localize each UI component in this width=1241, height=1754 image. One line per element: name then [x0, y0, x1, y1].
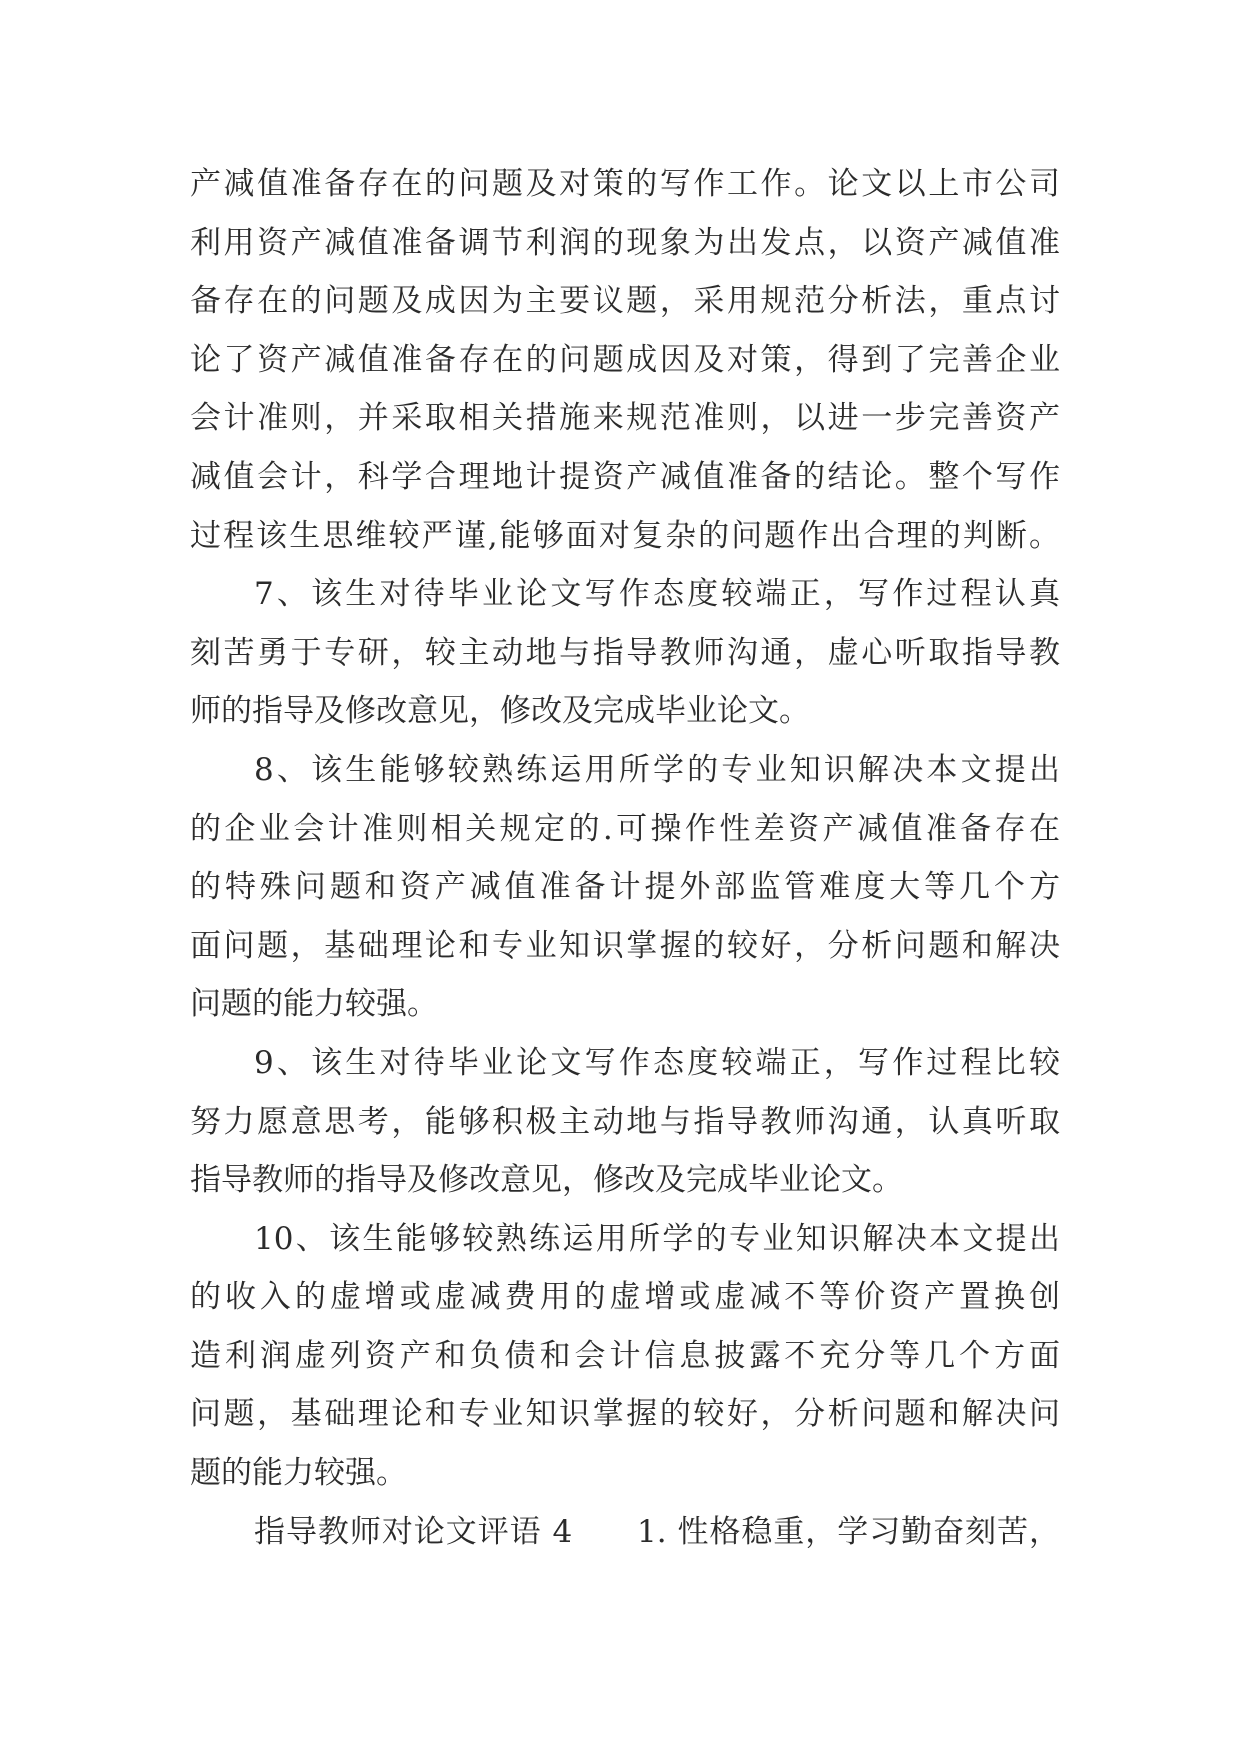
- text-line: 指导教师对论文评语 4 1. 性格稳重，学习勤奋刻苦，: [254, 1513, 1060, 1550]
- body-text: [190, 155, 1060, 1561]
- text-line: 10、该生能够较熟练运用所学的专业知识解决本文提出: [254, 1220, 1060, 1257]
- text-line: 刻苦勇于专研，较主动地与指导教师沟通，虚心听取指导教: [190, 634, 1060, 671]
- text-line: 指导教师的指导及修改意见，修改及完成毕业论文。: [190, 1162, 903, 1199]
- text-line: 的特殊问题和资产减值准备计提外部监管难度大等几个方: [190, 869, 1060, 906]
- text-line: 问题，基础理论和专业知识掌握的较好，分析问题和解决问: [190, 1396, 1060, 1433]
- text-line: 师的指导及修改意见，修改及完成毕业论文。: [190, 693, 810, 730]
- text-line: 题的能力较强。: [190, 1455, 407, 1492]
- text-line: 的收入的虚增或虚减费用的虚增或虚减不等价资产置换创: [190, 1279, 1060, 1316]
- text-line: 产减值准备存在的问题及对策的写作工作。论文以上市公司: [190, 166, 1060, 202]
- text-line: 过程该生思维较严谨,能够面对复杂的问题作出合理的判断。: [190, 517, 1060, 554]
- text-line: 会计准则，并采取相关措施来规范准则，以进一步完善资产: [190, 400, 1060, 437]
- text-line: 备存在的问题及成因为主要议题，采用规范分析法，重点讨: [190, 283, 1060, 320]
- text-line: 7、该生对待毕业论文写作态度较端正，写作过程认真: [254, 576, 1060, 613]
- text-line: 努力愿意思考，能够积极主动地与指导教师沟通，认真听取: [190, 1103, 1060, 1140]
- text-line: 9、该生对待毕业论文写作态度较端正，写作过程比较: [254, 1044, 1060, 1081]
- text-line: 减值会计，科学合理地计提资产减值准备的结论。整个写作: [190, 458, 1060, 495]
- text-line: 问题的能力较强。: [190, 986, 438, 1023]
- text-line: 面问题，基础理论和专业知识掌握的较好，分析问题和解决: [190, 927, 1060, 964]
- text-line: 造利润虚列资产和负债和会计信息披露不充分等几个方面: [190, 1337, 1060, 1374]
- text-line: 论了资产减值准备存在的问题成因及对策，得到了完善企业: [190, 341, 1060, 378]
- text-line: 8、该生能够较熟练运用所学的专业知识解决本文提出: [254, 751, 1060, 788]
- text-line: 的企业会计准则相关规定的.可操作性差资产减值准备存在: [190, 810, 1060, 847]
- text-line: 利用资产减值准备调节利润的现象为出发点，以资产减值准: [190, 224, 1060, 261]
